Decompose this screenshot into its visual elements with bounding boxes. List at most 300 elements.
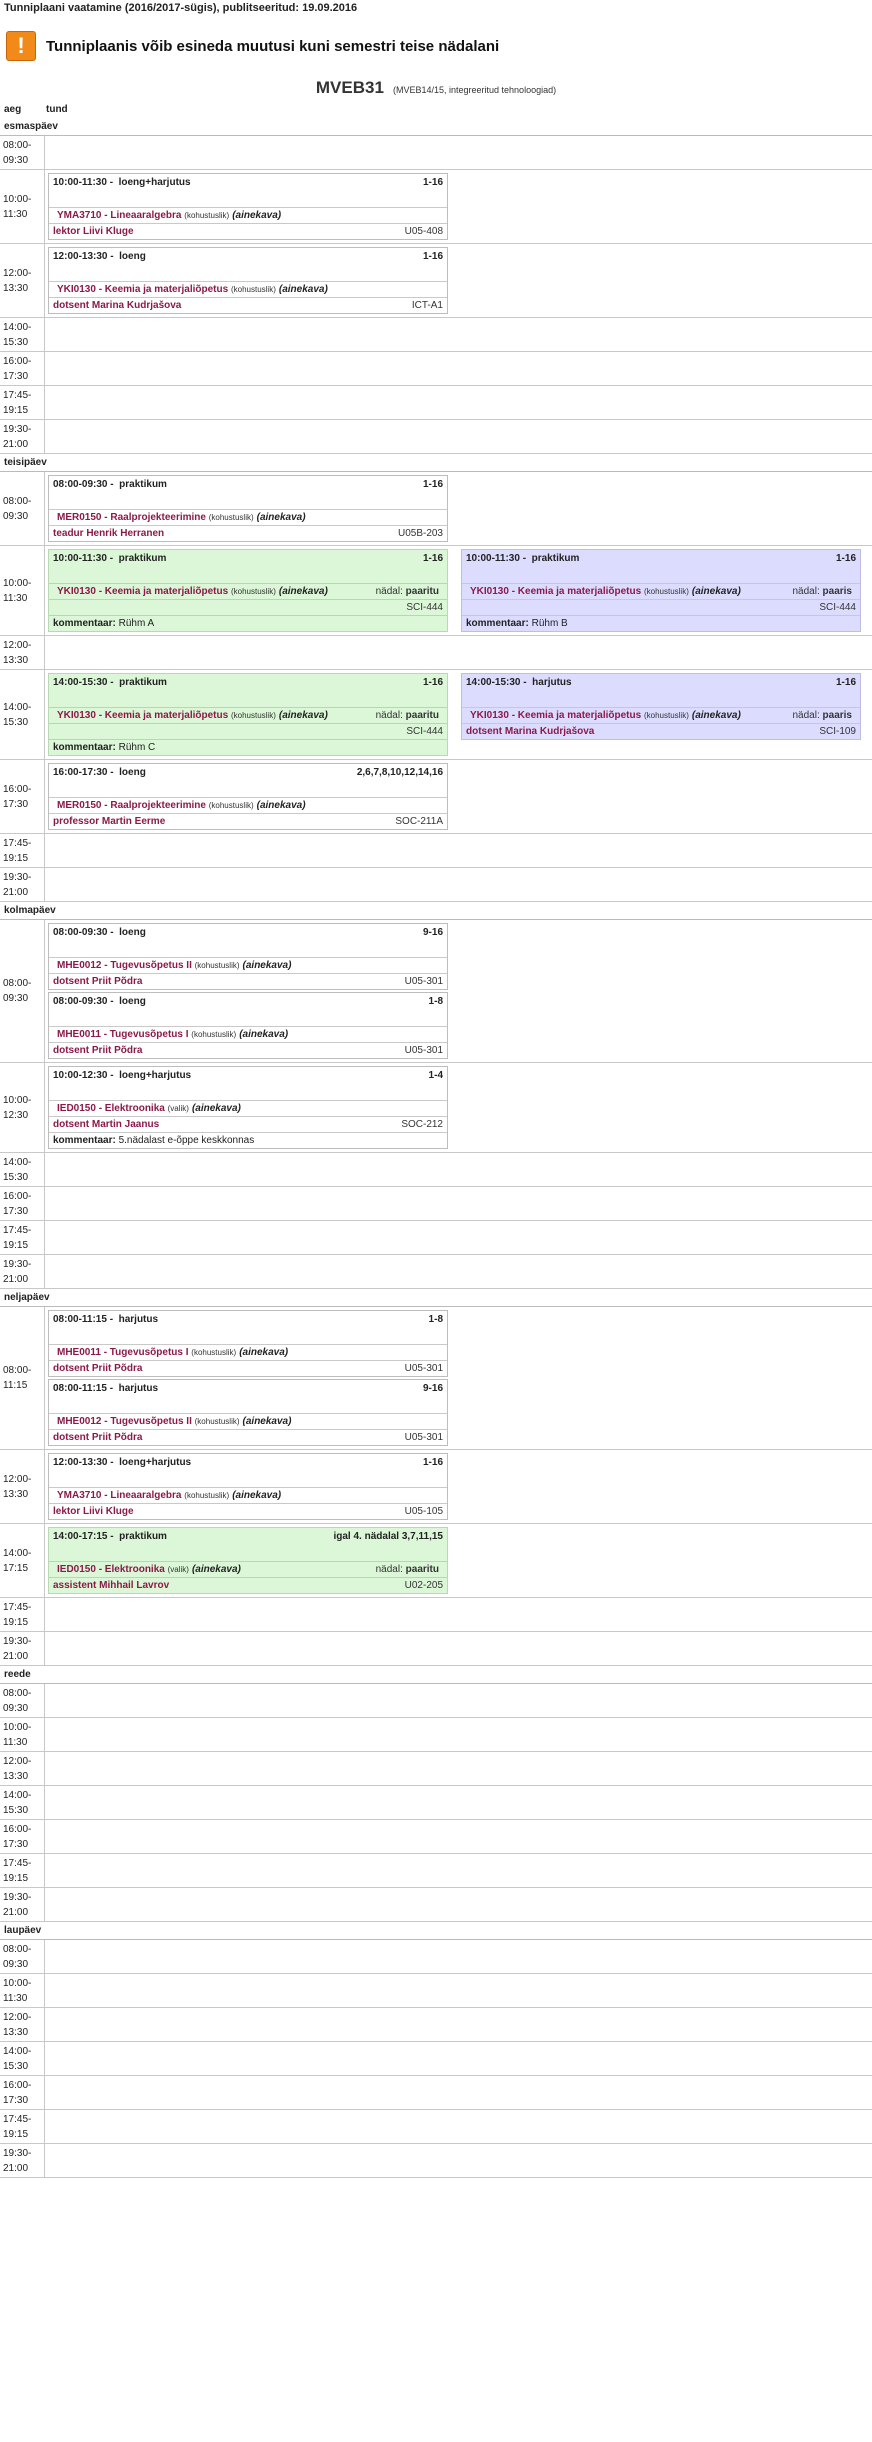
week-parity [376,586,439,597]
time-row [0,920,872,1063]
lesson-time: 08:00-09:30 - [53,996,114,1007]
course-plan-link[interactable]: (ainekava) [239,1029,289,1040]
week-parity-value: paaritu [405,1564,439,1575]
time-row [0,1598,872,1632]
lesson-type: loeng+harjutus [119,1070,192,1081]
comment-text: Rühm B [531,618,568,629]
lesson-time: 08:00-09:30 - [53,927,114,938]
lesson-weeks: 1-8 [428,996,443,1007]
lesson-time: 14:00-15:30 - [53,677,114,688]
course-plan-link[interactable]: (ainekava) [242,1416,292,1427]
time-slot-label: 16:00- 17:30 [0,352,45,385]
group-code: MVEB31 [315,78,384,97]
lesson-card[interactable] [48,1379,448,1446]
room-link[interactable]: U05-301 [404,1363,443,1374]
lesson-card[interactable] [461,673,861,740]
course-kind: (kohustuslik) [230,711,276,720]
lesson-header [49,248,447,265]
lesson-footer [49,1429,447,1445]
room-link[interactable]: U05-301 [404,1432,443,1443]
lesson-type: praktikum [119,1531,167,1542]
lesson-time-type [53,996,146,1007]
room-link[interactable]: U05B-203 [397,528,443,539]
course-link[interactable]: MHE0012 - Tugevusõpetus II [57,1416,192,1427]
course-info [57,1564,241,1575]
room-link[interactable]: U02-205 [404,1580,443,1591]
lesson-card[interactable] [48,173,448,240]
lesson-weeks: 1-8 [428,1314,443,1325]
time-row [0,546,872,636]
lesson-card[interactable] [48,763,448,830]
lesson-card[interactable] [48,475,448,542]
lesson-slot [45,1718,872,1751]
course-link[interactable]: YKI0130 - Keemia ja materjaliõpetus [57,284,229,295]
lesson-time-type [53,1531,167,1542]
lesson-time: 10:00-11:30 - [53,553,114,564]
time-slot-label: 08:00- 09:30 [0,1940,45,1973]
column-headers [0,100,872,118]
lesson-card[interactable] [48,549,448,632]
lesson-slot [45,834,872,867]
lecturer-link[interactable]: teadur Henrik Herranen [53,528,165,539]
course-row [49,1413,447,1429]
lesson-slot [45,1854,872,1887]
page-title: Tunniplaani vaatamine (2016/2017-sügis), publitseeritud: 19.09.2016 [4,2,358,14]
lesson-weeks: 1-16 [422,177,443,188]
lesson-time-type [466,553,579,564]
lesson-slot [45,136,872,169]
time-slot-label: 10:00- 11:30 [0,1718,45,1751]
course-info [57,1103,241,1114]
lesson-time: 08:00-11:15 - [53,1314,114,1325]
course-row [49,1344,447,1360]
course-row [49,207,447,223]
time-slot-label: 19:30- 21:00 [0,868,45,901]
day-label: kolmapäev [0,902,872,920]
lesson-footer [49,723,447,739]
exclamation-icon: ! [6,31,36,61]
course-plan-link[interactable]: (ainekava) [232,210,282,221]
lesson-header [49,1454,447,1471]
lesson-footer [49,297,447,313]
time-slot-label: 12:00- 13:30 [0,2008,45,2041]
lecturer-link[interactable]: lektor Liivi Kluge [53,226,134,237]
comment-text: Rühm A [118,618,155,629]
time-slot-label: 14:00- 15:30 [0,1786,45,1819]
course-plan-link[interactable]: (ainekava) [242,960,292,971]
warning-text: Tunniplaanis võib esineda muutusi kuni semestri teise nädalani [46,37,500,55]
lesson-type: harjutus [532,677,572,688]
course-row [49,281,447,297]
course-link[interactable]: MHE0011 - Tugevusõpetus I [57,1029,189,1040]
lesson-slot [45,868,872,901]
time-slot-label: 17:45- 19:15 [0,386,45,419]
lesson-footer [49,1116,447,1132]
time-slot-label: 12:00- 13:30 [0,636,45,669]
lecturer-link[interactable]: dotsent Priit Põdra [53,976,143,987]
column-header-time: aeg [4,103,22,115]
course-info [57,710,328,721]
course-row [49,1026,447,1042]
group-header [0,74,872,100]
lesson-header [49,550,447,567]
lesson-slot [45,244,872,317]
course-info [57,210,281,221]
lesson-time-type [53,1314,158,1325]
lecturer-link[interactable]: lektor Liivi Kluge [53,1506,134,1517]
day-label: esmaspäev [0,118,872,136]
time-row [0,244,872,318]
course-plan-link[interactable]: (ainekava) [278,284,328,295]
lesson-slot [45,1063,872,1152]
comment-text: 5.nädalast e-õppe keskkonnas [118,1135,255,1146]
lesson-slot [45,546,872,635]
course-link[interactable]: IED0150 - Elektroonika [57,1564,165,1575]
course-link[interactable]: YKI0130 - Keemia ja materjaliõpetus [470,710,642,721]
comment-label: kommentaar: [53,1135,116,1146]
lesson-card[interactable] [48,1066,448,1149]
time-row [0,1854,872,1888]
course-info [470,586,741,597]
time-slot-label: 14:00- 17:15 [0,1524,45,1597]
time-slot-label: 16:00- 17:30 [0,1187,45,1220]
comment-label: kommentaar: [53,618,116,629]
time-row [0,420,872,454]
lesson-slot [45,1598,872,1631]
time-row [0,1255,872,1289]
lesson-time: 10:00-12:30 - [53,1070,114,1081]
time-slot-label: 10:00- 11:30 [0,546,45,635]
lecturer-link[interactable]: dotsent Priit Põdra [53,1432,143,1443]
course-kind: (kohustuslik) [208,801,254,810]
lesson-time: 14:00-17:15 - [53,1531,114,1542]
lesson-footer [49,973,447,989]
course-link[interactable]: IED0150 - Elektroonika [57,1103,165,1114]
lesson-time-type [53,927,146,938]
course-link[interactable]: MHE0011 - Tugevusõpetus I [57,1347,189,1358]
lecturer-link[interactable]: assistent Mihhail Lavrov [53,1580,170,1591]
lesson-comment [462,615,860,631]
lesson-stack [48,1310,448,1446]
lesson-header [49,1311,447,1328]
time-row [0,1820,872,1854]
lesson-type: praktikum [119,479,167,490]
course-link[interactable]: YKI0130 - Keemia ja materjaliõpetus [57,710,229,721]
lesson-time-type [53,479,167,490]
course-row [462,583,860,599]
lesson-type: loeng+harjutus [119,1457,192,1468]
lesson-slot [45,920,872,1062]
lesson-type: loeng+harjutus [118,177,191,188]
course-kind: (kohustuslik) [194,1417,240,1426]
lesson-card[interactable] [48,1310,448,1377]
lesson-type: harjutus [118,1314,159,1325]
time-slot-label: 16:00- 17:30 [0,760,45,833]
course-info [57,512,306,523]
course-link[interactable]: YMA3710 - Lineaaralgebra [57,1490,182,1501]
warning-banner [0,18,872,74]
lesson-slot [45,1820,872,1853]
lesson-slot [45,1255,872,1288]
course-link[interactable]: MHE0012 - Tugevusõpetus II [57,960,192,971]
timetable [0,118,872,2178]
time-slot-label: 08:00- 09:30 [0,920,45,1062]
lecturer-link[interactable]: dotsent Marina Kudrjašova [466,726,595,737]
room-link[interactable]: SCI-109 [819,726,856,737]
time-slot-label: 14:00- 15:30 [0,1153,45,1186]
day-label: reede [0,1666,872,1684]
week-parity [793,586,853,597]
time-row [0,1684,872,1718]
course-info [57,284,328,295]
time-row [0,868,872,902]
lesson-time: 12:00-13:30 - [53,1457,114,1468]
course-plan-link[interactable]: (ainekava) [191,1103,241,1114]
time-row [0,2008,872,2042]
lesson-slot [45,2144,872,2177]
week-parity-label: nädal: [792,710,820,721]
time-row [0,1752,872,1786]
time-slot-label: 08:00- 09:30 [0,472,45,545]
time-slot-label: 17:45- 19:15 [0,2110,45,2143]
course-plan-link[interactable]: (ainekava) [239,1347,289,1358]
time-row [0,170,872,244]
lesson-slot [45,1632,872,1665]
course-kind: (kohustuslik) [643,587,689,596]
week-parity [376,1564,439,1575]
time-row [0,1153,872,1187]
course-kind: (kohustuslik) [184,211,230,220]
time-slot-label: 12:00- 13:30 [0,244,45,317]
lesson-comment [49,615,447,631]
time-slot-label: 08:00- 09:30 [0,136,45,169]
lesson-time: 16:00-17:30 - [53,767,114,778]
lesson-slot [45,1786,872,1819]
course-link[interactable]: YKI0130 - Keemia ja materjaliõpetus [57,586,229,597]
comment-label: kommentaar: [53,742,116,753]
time-row [0,2110,872,2144]
lesson-type: loeng [119,996,146,1007]
time-row [0,1221,872,1255]
course-info [57,1490,281,1501]
course-link[interactable]: MER0150 - Raalprojekteerimine [57,800,206,811]
lesson-footer [462,723,860,739]
lesson-weeks: 1-4 [428,1070,443,1081]
lesson-weeks: 1-16 [422,553,443,564]
course-info [57,1347,288,1358]
time-row [0,1888,872,1922]
time-slot-label: 08:00- 09:30 [0,1684,45,1717]
time-row [0,318,872,352]
time-slot-label: 14:00- 15:30 [0,318,45,351]
time-slot-label: 19:30- 21:00 [0,1888,45,1921]
time-slot-label: 16:00- 17:30 [0,1820,45,1853]
lesson-time-type [53,251,146,262]
course-link[interactable]: YMA3710 - Lineaaralgebra [57,210,182,221]
lesson-slot [45,170,872,243]
course-kind: (kohustuslik) [230,285,276,294]
course-row [49,797,447,813]
lesson-slot [45,1752,872,1785]
lesson-slot [45,1888,872,1921]
time-row [0,386,872,420]
course-row [49,1487,447,1503]
lesson-card[interactable] [461,549,861,632]
lesson-time-type [53,177,191,188]
room-link[interactable]: U05-301 [404,1045,443,1056]
course-kind: (kohustuslik) [230,587,276,596]
lesson-card[interactable] [48,1453,448,1520]
lesson-type: loeng [119,927,146,938]
course-plan-link[interactable]: (ainekava) [691,586,741,597]
course-info [57,960,291,971]
lesson-card[interactable] [48,992,448,1059]
lesson-card[interactable] [48,247,448,314]
course-kind: (kohustuslik) [191,1030,237,1039]
time-slot-label: 08:00- 11:15 [0,1307,45,1449]
time-slot-label: 10:00- 12:30 [0,1063,45,1152]
lesson-card[interactable] [48,673,448,756]
time-slot-label: 10:00- 11:30 [0,1974,45,2007]
lesson-type: praktikum [118,553,167,564]
week-parity-label: nädal: [375,586,403,597]
lesson-time: 12:00-13:30 - [53,251,114,262]
lesson-slot [45,2076,872,2109]
time-row [0,2076,872,2110]
lesson-card[interactable] [48,923,448,990]
lesson-slot [45,2008,872,2041]
course-info [57,1029,288,1040]
lesson-footer [49,525,447,541]
lesson-header [49,1528,447,1545]
course-link[interactable]: MER0150 - Raalprojekteerimine [57,512,206,523]
course-plan-link[interactable]: (ainekava) [256,512,306,523]
column-header-lesson: tund [46,103,68,115]
day-label: laupäev [0,1922,872,1940]
lesson-type: loeng [119,251,146,262]
time-row [0,1940,872,1974]
lesson-slot [45,670,872,759]
lesson-footer [49,599,447,615]
lesson-slot [45,352,872,385]
lesson-weeks: 9-16 [422,927,443,938]
lesson-weeks: 1-16 [835,553,856,564]
course-info [57,1416,291,1427]
lesson-type: praktikum [531,553,580,564]
course-plan-link[interactable]: (ainekava) [691,710,741,721]
course-row [49,957,447,973]
course-row [462,707,860,723]
lesson-comment [49,739,447,755]
lesson-slot [45,1684,872,1717]
lesson-type: loeng [119,767,146,778]
time-row [0,1632,872,1666]
time-row [0,1307,872,1450]
lesson-header [462,550,860,567]
course-kind: (valik) [167,1565,189,1574]
time-row [0,352,872,386]
lesson-header [49,174,447,191]
time-slot-label: 14:00- 15:30 [0,670,45,759]
lesson-slot [45,1187,872,1220]
time-row [0,834,872,868]
room-link[interactable]: SOC-212 [401,1119,443,1130]
time-row [0,1718,872,1752]
lesson-card[interactable] [48,1527,448,1594]
lesson-slot [45,1974,872,2007]
room-link[interactable]: SCI-444 [406,602,443,613]
week-parity-label: nädal: [792,586,820,597]
lesson-footer [49,1503,447,1519]
room-link[interactable]: U05-408 [404,226,443,237]
lesson-weeks: 9-16 [422,1383,443,1394]
room-link[interactable]: SCI-444 [406,726,443,737]
lesson-header [49,993,447,1010]
lesson-time: 10:00-11:30 - [466,553,527,564]
room-link[interactable]: SOC-211A [395,816,443,827]
lesson-header [49,764,447,781]
room-link[interactable]: U05-301 [404,976,443,987]
lesson-time: 08:00-09:30 - [53,479,114,490]
time-row [0,760,872,834]
lecturer-link[interactable]: dotsent Martin Jaanus [53,1119,160,1130]
lesson-time-type [53,1383,158,1394]
course-row [49,1100,447,1116]
week-parity-value: paaritu [405,586,439,597]
time-slot-label: 17:45- 19:15 [0,1854,45,1887]
room-link[interactable]: U05-105 [404,1506,443,1517]
course-plan-link[interactable]: (ainekava) [191,1564,241,1575]
course-info [57,586,328,597]
lesson-time-type [53,1070,191,1081]
room-link[interactable]: ICT-A1 [411,300,443,311]
lesson-comment [49,1132,447,1148]
time-row [0,1524,872,1598]
week-parity-label: nädal: [375,710,403,721]
lesson-type: praktikum [119,677,167,688]
lesson-time-type [53,767,146,778]
lesson-weeks: igal 4. nädalal 3,7,11,15 [333,1531,443,1542]
course-kind: (kohustuslik) [194,961,240,970]
lecturer-link[interactable]: dotsent Priit Põdra [53,1045,143,1056]
lecturer-link[interactable]: dotsent Priit Põdra [53,1363,143,1374]
lesson-slot [45,2110,872,2143]
course-plan-link[interactable]: (ainekava) [232,1490,282,1501]
time-row [0,670,872,760]
lesson-footer [462,599,860,615]
lesson-time: 10:00-11:30 - [53,177,114,188]
time-slot-label: 19:30- 21:00 [0,1632,45,1665]
course-link[interactable]: YKI0130 - Keemia ja materjaliõpetus [470,586,642,597]
comment-text: Rühm C [118,742,156,753]
lesson-weeks: 1-16 [422,1457,443,1468]
course-kind: (kohustuslik) [643,711,689,720]
time-row [0,1974,872,2008]
time-slot-label: 17:45- 19:15 [0,1221,45,1254]
course-plan-link[interactable]: (ainekava) [278,586,328,597]
comment-label: kommentaar: [466,618,529,629]
time-slot-label: 17:45- 19:15 [0,834,45,867]
lesson-type: harjutus [118,1383,159,1394]
course-info [57,800,306,811]
course-plan-link[interactable]: (ainekava) [256,800,306,811]
room-link[interactable]: SCI-444 [819,602,856,613]
lecturer-link[interactable]: dotsent Marina Kudrjašova [53,300,182,311]
lecturer-link[interactable]: professor Martin Eerme [53,816,166,827]
week-parity-value: paaris [822,586,852,597]
course-plan-link[interactable]: (ainekava) [278,710,328,721]
lesson-footer [49,223,447,239]
